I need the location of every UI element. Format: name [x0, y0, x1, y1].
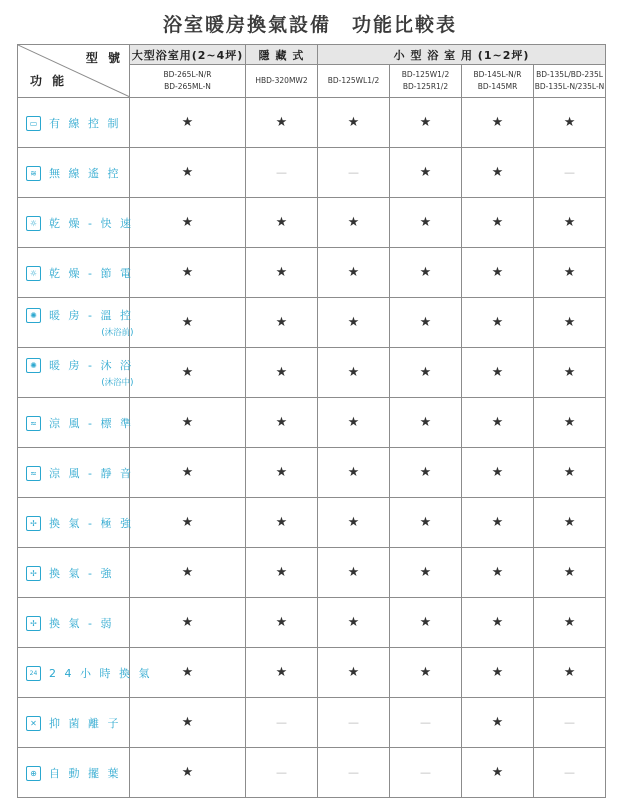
- feature-name: 涼 風 - 靜 音: [49, 466, 134, 480]
- star-mark: ★: [130, 198, 246, 248]
- star-mark: ★: [318, 98, 390, 148]
- feature-row: [18, 398, 606, 448]
- dry-eco-icon: ☼: [26, 266, 41, 281]
- star-mark: ★: [246, 198, 318, 248]
- star-mark: ★: [318, 298, 390, 348]
- star-mark: ★: [462, 298, 534, 348]
- star-mark: ★: [462, 148, 534, 198]
- model-number: BD-145MR: [477, 82, 518, 91]
- star-mark: ★: [246, 648, 318, 698]
- star-mark: ★: [130, 98, 246, 148]
- star-mark: ★: [462, 398, 534, 448]
- star-mark: ★: [390, 398, 462, 448]
- dash-mark: —: [534, 148, 606, 198]
- star-mark: ★: [246, 298, 318, 348]
- group-header-hidden: 隱 藏 式: [246, 45, 318, 65]
- model-number: BD-265L-N/R: [163, 70, 212, 79]
- feature-cell: [18, 298, 134, 348]
- star-mark: ★: [390, 548, 462, 598]
- star-mark: ★: [130, 698, 246, 748]
- feature-row: [18, 348, 606, 398]
- feature-row: [18, 548, 606, 598]
- star-mark: ★: [534, 248, 606, 298]
- star-mark: ★: [318, 448, 390, 498]
- star-mark: ★: [534, 398, 606, 448]
- feature-name: 涼 風 - 標 準: [49, 416, 134, 430]
- feature-row: [18, 598, 606, 648]
- star-mark: ★: [246, 548, 318, 598]
- star-mark: ★: [390, 148, 462, 198]
- feature-row: [18, 298, 606, 348]
- star-mark: ★: [390, 498, 462, 548]
- star-mark: ★: [534, 348, 606, 398]
- star-mark: ★: [246, 248, 318, 298]
- auto-louver-icon: ⊕: [26, 766, 41, 781]
- model-cell: [318, 65, 390, 98]
- star-mark: ★: [318, 498, 390, 548]
- feature-cell: [18, 598, 130, 648]
- star-mark: ★: [390, 448, 462, 498]
- model-number: BD-265ML-N: [164, 82, 211, 91]
- star-mark: ★: [318, 248, 390, 298]
- star-mark: ★: [462, 648, 534, 698]
- header-corner-cell: [18, 45, 130, 98]
- star-mark: ★: [462, 198, 534, 248]
- dash-mark: —: [318, 748, 390, 798]
- star-mark: ★: [246, 498, 318, 548]
- model-number: BD-125R1/2: [402, 82, 449, 91]
- feature-row: [18, 648, 606, 698]
- star-mark: ★: [462, 598, 534, 648]
- feature-row: [18, 698, 606, 748]
- dash-mark: —: [246, 698, 318, 748]
- heat-icon: ✺: [26, 308, 41, 323]
- model-cell: [390, 65, 462, 98]
- model-number: HBD-320MW2: [255, 76, 308, 85]
- star-mark: ★: [534, 648, 606, 698]
- feature-cell: [18, 698, 130, 748]
- star-mark: ★: [534, 448, 606, 498]
- star-mark: ★: [390, 348, 462, 398]
- dash-mark: —: [534, 698, 606, 748]
- model-number: BD-135L-N/235L-N: [534, 82, 605, 91]
- dash-mark: —: [390, 748, 462, 798]
- star-mark: ★: [390, 598, 462, 648]
- star-mark: ★: [246, 598, 318, 648]
- star-mark: ★: [390, 298, 462, 348]
- fan-icon: ✢: [26, 516, 41, 531]
- star-mark: ★: [462, 698, 534, 748]
- star-mark: ★: [462, 498, 534, 548]
- feature-cell: [18, 498, 134, 548]
- feature-name: 抑 菌 離 子: [49, 716, 121, 730]
- feature-cell: [18, 198, 134, 248]
- star-mark: ★: [534, 98, 606, 148]
- star-mark: ★: [534, 598, 606, 648]
- feature-row: [18, 448, 606, 498]
- model-number: BD-125W1/2: [401, 70, 450, 79]
- feature-name: 暖 房 - 溫 控: [49, 309, 134, 322]
- feature-cell: [18, 748, 130, 798]
- feature-name: 暖 房 - 沐 浴: [49, 359, 134, 372]
- star-mark: ★: [318, 598, 390, 648]
- feature-name: 換 氣 - 弱: [49, 616, 114, 630]
- feature-row: [18, 498, 606, 548]
- star-mark: ★: [130, 598, 246, 648]
- model-label: 型 號: [85, 51, 123, 65]
- star-mark: ★: [130, 498, 246, 548]
- star-mark: ★: [318, 648, 390, 698]
- model-cell: [534, 65, 606, 98]
- fan-icon: ✢: [26, 616, 41, 631]
- feature-cell: [18, 548, 130, 598]
- feature-row: [18, 748, 606, 798]
- feature-name: 有 線 控 制: [49, 116, 121, 130]
- feature-subnote: (沐浴中): [101, 378, 134, 388]
- feature-name: 2 4 小 時 換 氣: [49, 666, 152, 680]
- star-mark: ★: [462, 748, 534, 798]
- heat-icon: ✺: [26, 358, 41, 373]
- star-mark: ★: [462, 548, 534, 598]
- antibacterial-ion-icon: ✕: [26, 716, 41, 731]
- star-mark: ★: [130, 248, 246, 298]
- dash-mark: —: [534, 748, 606, 798]
- cool-breeze-icon: ≈: [26, 466, 41, 481]
- star-mark: ★: [130, 748, 246, 798]
- star-mark: ★: [534, 548, 606, 598]
- star-mark: ★: [130, 398, 246, 448]
- 24h-ventilation-icon: 24: [26, 666, 41, 681]
- feature-cell: [18, 348, 134, 398]
- star-mark: ★: [462, 348, 534, 398]
- dash-mark: —: [318, 698, 390, 748]
- feature-name: 換 氣 - 強: [49, 566, 114, 580]
- star-mark: ★: [318, 348, 390, 398]
- star-mark: ★: [130, 298, 246, 348]
- star-mark: ★: [534, 498, 606, 548]
- star-mark: ★: [130, 648, 246, 698]
- group-header-large: 大型浴室用(2~4坪): [130, 45, 246, 65]
- cool-breeze-icon: ≈: [26, 416, 41, 431]
- star-mark: ★: [130, 548, 246, 598]
- star-mark: ★: [130, 348, 246, 398]
- feature-cell: [18, 398, 134, 448]
- star-mark: ★: [318, 548, 390, 598]
- model-number: BD-135L/BD-235L: [536, 70, 603, 79]
- star-mark: ★: [462, 248, 534, 298]
- star-mark: ★: [318, 398, 390, 448]
- feature-cell: [18, 648, 152, 698]
- star-mark: ★: [462, 98, 534, 148]
- model-number: BD-145L-N/R: [473, 70, 522, 79]
- feature-subnote: (沐浴前): [101, 328, 134, 338]
- star-mark: ★: [246, 398, 318, 448]
- feature-cell: [18, 248, 134, 298]
- feature-cell: [18, 148, 130, 198]
- page-title: 浴室暖房換氣設備 功能比較表: [162, 14, 457, 36]
- model-cell: [130, 65, 246, 98]
- feature-name: 無 線 遙 控: [49, 166, 121, 180]
- dash-mark: —: [390, 698, 462, 748]
- feature-name: 乾 燥 - 快 速: [49, 216, 134, 230]
- star-mark: ★: [246, 98, 318, 148]
- model-number: BD-125WL1/2: [327, 76, 380, 85]
- wired-remote-icon: ▭: [26, 116, 41, 131]
- star-mark: ★: [318, 198, 390, 248]
- star-mark: ★: [390, 98, 462, 148]
- dash-mark: —: [318, 148, 390, 198]
- function-label: 功 能: [30, 74, 68, 88]
- feature-cell: [18, 448, 134, 498]
- feature-cell: [18, 98, 130, 148]
- star-mark: ★: [390, 198, 462, 248]
- feature-name: 換 氣 - 極 強: [49, 516, 134, 530]
- group-header-small: 小 型 浴 室 用 (1~2坪): [318, 45, 606, 65]
- star-mark: ★: [462, 448, 534, 498]
- star-mark: ★: [130, 148, 246, 198]
- star-mark: ★: [246, 348, 318, 398]
- star-mark: ★: [246, 448, 318, 498]
- feature-name: 乾 燥 - 節 電: [49, 266, 134, 280]
- star-mark: ★: [390, 248, 462, 298]
- star-mark: ★: [390, 648, 462, 698]
- feature-row: [18, 248, 606, 298]
- star-mark: ★: [534, 198, 606, 248]
- dry-fast-icon: ☼: [26, 216, 41, 231]
- feature-name: 自 動 擺 葉: [49, 766, 121, 780]
- dash-mark: —: [246, 148, 318, 198]
- fan-icon: ✢: [26, 566, 41, 581]
- wireless-remote-icon: ≋: [26, 166, 41, 181]
- dash-mark: —: [246, 748, 318, 798]
- star-mark: ★: [130, 448, 246, 498]
- feature-row: [18, 198, 606, 248]
- model-cell: [246, 65, 318, 98]
- star-mark: ★: [534, 298, 606, 348]
- comparison-table: [17, 44, 606, 798]
- model-cell: [462, 65, 534, 98]
- feature-row: [18, 148, 606, 198]
- feature-row: [18, 98, 606, 148]
